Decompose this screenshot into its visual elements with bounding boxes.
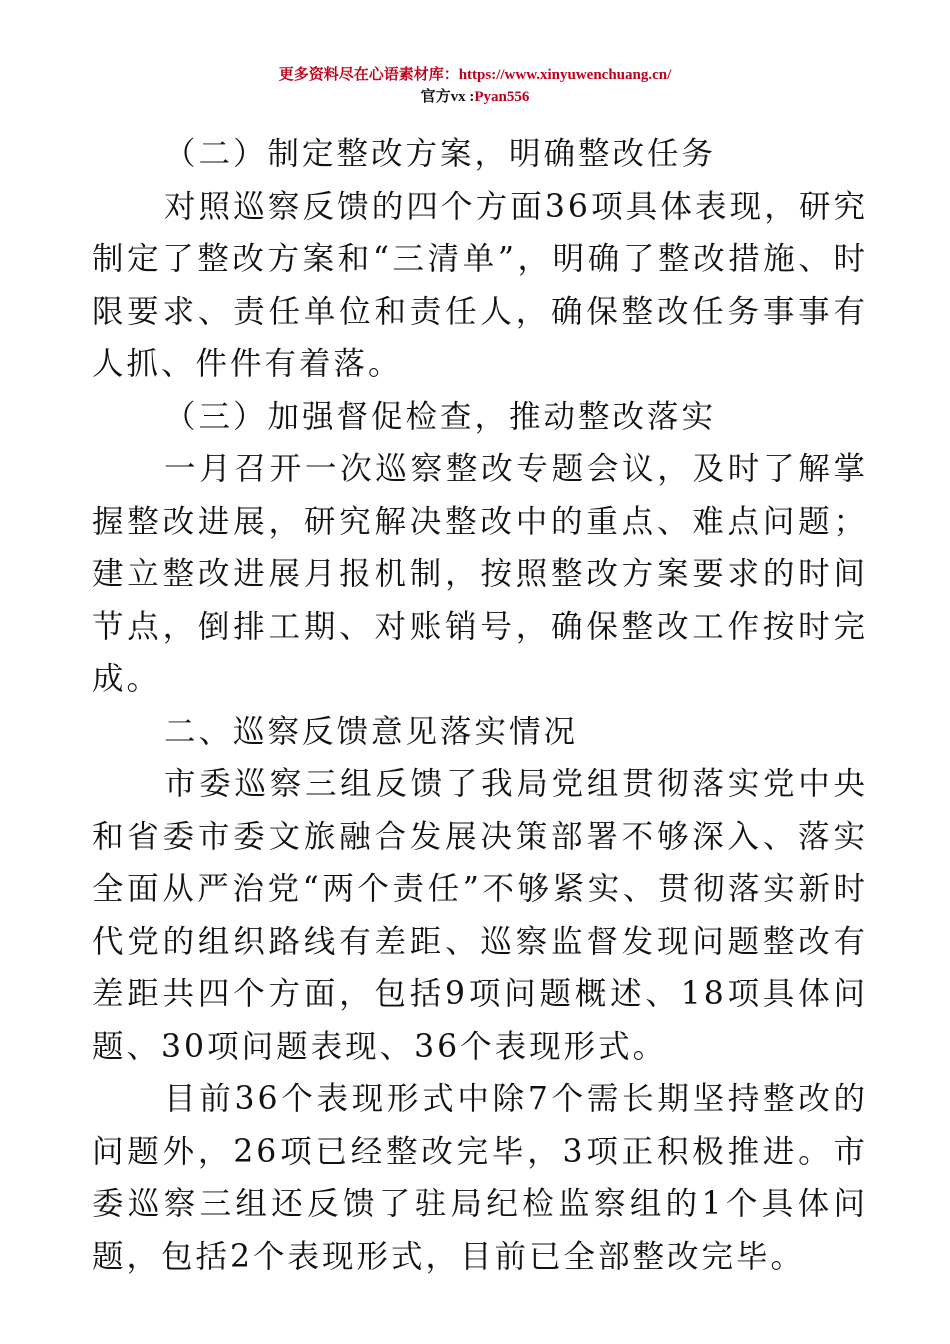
section-heading-3: （三）加强督促检查，推动整改落实 [164,398,717,435]
body-paragraph: 对照巡察反馈的四个方面36项具体表现，研究制定了整改方案和“三清单”，明确了整改措施、时限要求、责任单位和责任人，确保整改任务事事有人抓、件件有着落。 [92,188,868,382]
chapter-heading: 二、巡察反馈意见落实情况 [164,713,579,750]
section-heading-2: （二）制定整改方案，明确整改任务 [164,136,717,172]
promo-line [0,64,950,86]
body-paragraph: 目前36个表现形式中除7个需长期坚持整改的问题外，26项已经整改完毕，3项正积极推进。市委巡察三组还反馈了驻局纪检监察组的1个具体问题，包括2个表现形式，目前已全部整改完毕。 [92,1081,868,1275]
body-paragraph: 一月召开一次巡察整改专题会议，及时了解掌握整改进展，研究解决整改中的重点、难点问题；建立整改进展月报机制，按照整改方案要求的时间节点，倒排工期、对账销号，确保整改工作按时完成。 [92,451,868,697]
promo-text: 更多资料尽在心语素材库： [278,67,459,83]
page-header [0,64,950,108]
contact-label: 官方vx : [420,89,475,105]
body-paragraph: 市委巡察三组反馈了我局党组贯彻落实党中央和省委市委文旅融合发展决策部署不够深入、落实全面从严治党“两个责任”不够紧实、贯彻落实新时代党的组织路线有差距、巡察监督发现问题整改有差距共四个方面，包括9项问题概述、18项具体问题、30项问题表现、36个表现形式。 [92,766,868,1065]
contact-line [0,86,950,108]
promo-link[interactable]: https://www.xinyuwenchuang.cn/ [458,67,672,83]
document-body [92,128,868,1283]
contact-handle: Pyan556 [474,89,530,105]
